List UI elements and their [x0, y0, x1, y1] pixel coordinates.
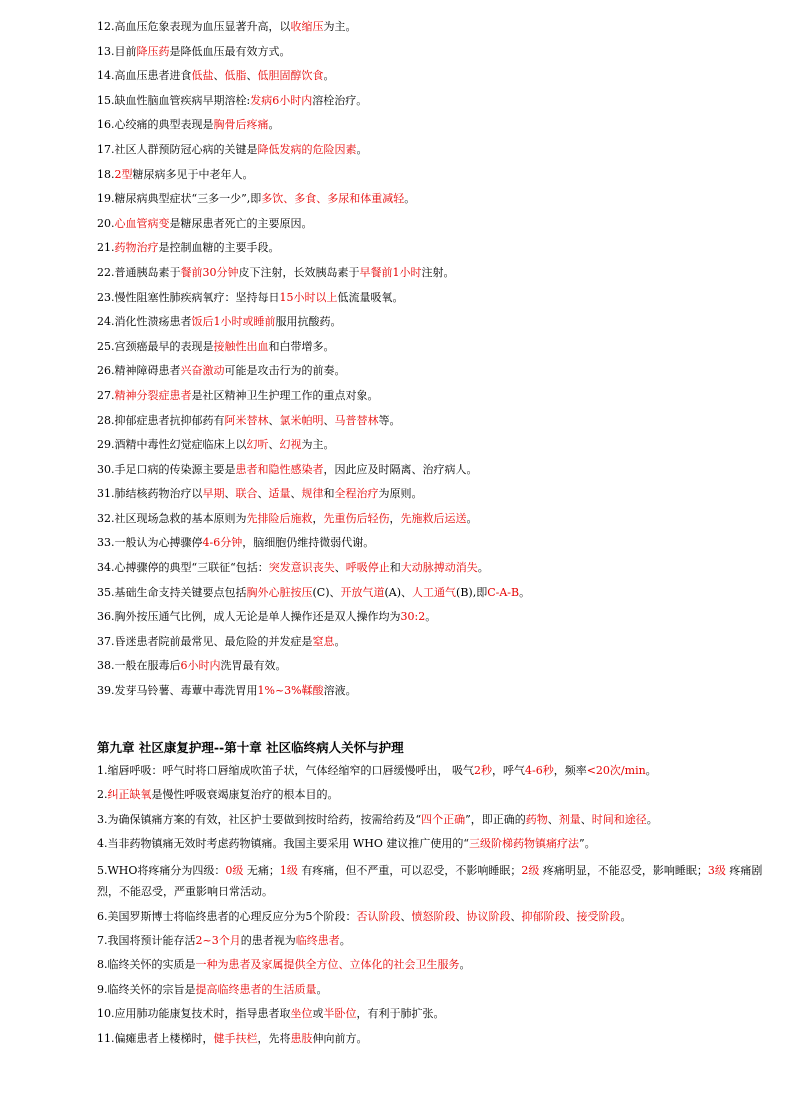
highlighted-keyword: <20次/min: [586, 764, 646, 777]
item-text: ，脑细胞仍维持微弱代谢。: [242, 536, 375, 550]
item-text: 。: [466, 511, 478, 525]
item-number: 13.: [97, 44, 115, 58]
item-text: 。: [519, 585, 531, 599]
item-number: 36.: [97, 610, 115, 624]
list-item: [97, 92, 777, 117]
item-text: 、: [290, 487, 302, 501]
item-number: 29.: [97, 438, 115, 452]
list-item: [97, 608, 777, 633]
highlighted-keyword: 否认阶段: [356, 909, 401, 923]
list-item: [97, 239, 777, 264]
highlighted-keyword: 开放气道: [340, 585, 385, 599]
list-item: [97, 18, 777, 43]
item-text: 普通胰岛素于: [114, 265, 181, 279]
item-text: 心绞痛的典型表现是: [114, 118, 214, 132]
item-number: 3.: [97, 812, 108, 826]
list-item: [97, 1030, 777, 1054]
item-number: 26.: [97, 364, 115, 378]
highlighted-keyword: 药物治疗: [114, 241, 159, 255]
item-text: 、: [323, 413, 335, 427]
highlighted-keyword: 心血管病变: [114, 216, 170, 230]
item-text: 。: [477, 561, 489, 575]
item-text: 胸外按压通气比例，成人无论是单人操作还是双人操作均为: [114, 610, 401, 624]
item-number: 10.: [97, 1007, 115, 1021]
highlighted-keyword: 2~3个月: [195, 933, 241, 947]
item-text: 精神障碍患者: [114, 364, 181, 378]
item-text: 。: [356, 142, 368, 156]
highlighted-keyword: 收缩压: [290, 20, 324, 33]
list-item: [97, 387, 777, 412]
item-text: ，频率: [553, 764, 587, 777]
item-text: 、: [334, 561, 346, 575]
item-text: 是社区精神卫生护理工作的重点对象。: [191, 388, 379, 402]
item-text: 缩唇呼吸：呼气时将口唇缩成吹笛子状，气体经缩窄的口唇缓慢呼出， 吸气: [107, 764, 474, 777]
item-text: 高血压患者进食: [114, 69, 192, 83]
highlighted-keyword: 低脂: [224, 69, 247, 83]
item-text: 服用抗酸药。: [275, 315, 342, 329]
item-text: 可能是攻击行为的前奏。: [224, 364, 346, 378]
item-text: 溶栓治疗。: [312, 93, 368, 107]
item-text: 为主。: [301, 438, 335, 452]
item-number: 4.: [97, 837, 108, 851]
highlighted-keyword: 氯米帕明: [279, 413, 324, 427]
highlighted-keyword: 先排险后施救: [246, 511, 313, 525]
highlighted-keyword: 先重伤后轻伤: [323, 511, 390, 525]
item-text: (C)、: [312, 585, 341, 599]
list-item: [97, 762, 777, 786]
item-text: 发芽马铃薯、毒蕈中毒洗胃用: [114, 684, 258, 698]
item-text: 注射。: [421, 265, 455, 279]
item-text: 慢性阻塞性肺疾病氧疗：坚持每日: [114, 290, 280, 304]
item-text: 糖尿病多见于中老年人。: [132, 167, 254, 181]
highlighted-keyword: 规律: [301, 487, 324, 501]
item-text: 糖尿病典型症状“三多一少”,即: [114, 192, 262, 206]
item-text: 洗胃最有效。: [220, 659, 287, 673]
item-text: 。: [646, 812, 658, 826]
item-number: 15.: [97, 93, 115, 107]
item-text: 是降低血压最有效方式。: [169, 44, 291, 58]
item-text: 、: [257, 487, 269, 501]
item-text: 是控制血糖的主要手段。: [158, 241, 280, 255]
item-text: 伸向前方。: [312, 1031, 368, 1045]
list-item: [97, 584, 777, 609]
highlighted-keyword: 患肢: [290, 1031, 313, 1045]
highlighted-keyword: 降压药: [136, 44, 170, 58]
item-text: ，呼气: [492, 764, 525, 777]
item-text: ，因此应及时隔离、治疗病人。: [323, 462, 478, 476]
item-text: 等。: [378, 413, 401, 427]
item-text: 低流量吸氧。: [337, 290, 404, 304]
item-number: 24.: [97, 315, 115, 329]
item-text: 、: [224, 487, 236, 501]
item-text: 我国将预计能存活: [107, 933, 196, 947]
highlighted-keyword: 2秒: [474, 764, 492, 777]
item-number: 20.: [97, 216, 115, 230]
highlighted-keyword: 窒息: [312, 634, 335, 648]
item-text: 社区现场急救的基本原则为: [114, 511, 247, 525]
item-text: 心搏骤停的典型“三联征“包括：: [114, 561, 269, 575]
item-text: 、: [268, 413, 280, 427]
highlighted-keyword: 适量: [268, 487, 291, 501]
item-number: 5.: [97, 863, 108, 877]
item-text: ，: [312, 511, 324, 525]
highlighted-keyword: 阿米替林: [224, 413, 269, 427]
item-number: 17.: [97, 142, 115, 156]
list-item: [97, 811, 777, 835]
item-text: 缺血性脑血管疾病早期溶栓:: [114, 93, 251, 107]
item-text: 、: [455, 909, 467, 923]
item-text: 有疼痛，但不严重，可以忍受，不影响睡眠；: [297, 863, 522, 877]
item-text: 偏瘫患者上楼梯时，: [114, 1031, 214, 1045]
highlighted-keyword: 时间和途径: [591, 812, 647, 826]
item-number: 27.: [97, 388, 115, 402]
highlighted-keyword: 健手扶栏: [213, 1031, 258, 1045]
item-text: 一般认为心搏骤停: [114, 536, 203, 550]
list-item: [97, 43, 777, 68]
list-item: [97, 67, 777, 92]
list-item: [97, 166, 777, 191]
item-number: 34.: [97, 561, 115, 575]
highlighted-keyword: 愤怒阶段: [411, 909, 456, 923]
item-text: 疼痛剧烈，不能忍受，严重影响日常活动。: [97, 863, 763, 898]
highlighted-keyword: 6小时内: [180, 659, 221, 673]
item-number: 37.: [97, 634, 115, 648]
item-text: 一般在服毒后: [114, 659, 181, 673]
highlighted-keyword: 饭后1小时或睡前: [191, 315, 276, 329]
item-number: 2.: [97, 788, 108, 802]
highlighted-keyword: 临终患者: [295, 933, 340, 947]
item-text: 社区人群预防冠心病的关键是: [114, 142, 258, 156]
item-text: 。: [425, 610, 437, 624]
highlighted-keyword: 早期: [202, 487, 225, 501]
list-item: [97, 461, 777, 486]
item-text: 、: [268, 438, 280, 452]
item-number: 12.: [97, 20, 115, 33]
chapter-heading: 第九章 社区康复护理--第十章 社区临终病人关怀与护理: [97, 740, 404, 755]
item-text: 目前: [114, 44, 137, 58]
list-item: [97, 264, 777, 289]
item-text: 临终关怀的实质是: [107, 958, 196, 972]
item-text: 、: [547, 812, 559, 826]
item-number: 18.: [97, 167, 115, 181]
item-text: 和白带增多。: [268, 339, 335, 353]
item-text: 是慢性呼吸衰竭康复治疗的根本目的。: [151, 788, 339, 802]
highlighted-keyword: 联合: [235, 487, 258, 501]
highlighted-keyword: 2型: [114, 167, 133, 181]
highlighted-keyword: 1%~3%鞣酸: [257, 684, 324, 698]
highlighted-keyword: 马普替林: [334, 413, 379, 427]
list-item: [97, 289, 777, 314]
highlighted-keyword: 协议阶段: [466, 909, 511, 923]
item-text: 。: [316, 982, 328, 996]
highlighted-keyword: 呼吸停止: [345, 561, 390, 575]
highlighted-keyword: 低胆固醇饮食: [257, 69, 324, 83]
highlighted-keyword: 剂量: [558, 812, 581, 826]
item-text: 、: [213, 69, 225, 83]
knowledge-list-part2: [97, 762, 777, 1054]
item-text: ，: [389, 511, 401, 525]
item-text: 肺结核药物治疗以: [114, 487, 203, 501]
item-text: 。: [404, 192, 416, 206]
item-text: 的患者视为: [240, 933, 296, 947]
list-item: [97, 116, 777, 141]
item-number: 30.: [97, 462, 115, 476]
item-number: 21.: [97, 241, 115, 255]
highlighted-keyword: 15小时以上: [279, 290, 338, 304]
list-item: [97, 362, 777, 387]
item-text: 酒精中毒性幻觉症临床上以: [114, 438, 247, 452]
item-text: 为原则。: [378, 487, 423, 501]
item-number: 19.: [97, 192, 115, 206]
list-item: [97, 786, 777, 810]
list-item: [97, 682, 777, 707]
item-number: 28.: [97, 413, 115, 427]
item-text: 。: [323, 69, 335, 83]
highlighted-keyword: 兴奋激动: [180, 364, 225, 378]
item-text: 昏迷患者院前最常见、最危险的并发症是: [114, 634, 313, 648]
item-number: 9.: [97, 982, 108, 996]
item-text: 无痛；: [243, 863, 280, 877]
list-item: [97, 981, 777, 1005]
highlighted-keyword: 突发意识丧失: [268, 561, 335, 575]
item-text: 。: [268, 118, 280, 132]
item-number: 16.: [97, 118, 115, 132]
list-item: [97, 835, 777, 859]
item-text: 消化性溃疡患者: [114, 315, 192, 329]
item-number: 25.: [97, 339, 115, 353]
list-item: [97, 908, 777, 932]
item-text: 宫颈癌最早的表现是: [114, 339, 214, 353]
item-number: 7.: [97, 933, 108, 947]
highlighted-keyword: 三级阶梯药物镇痛疗法: [469, 837, 580, 851]
item-text: (A)、: [384, 585, 413, 599]
highlighted-keyword: 全程治疗: [334, 487, 379, 501]
list-item: [97, 338, 777, 363]
item-text: 、: [510, 909, 522, 923]
item-text: 疼痛明显，不能忍受，影响睡眠；: [539, 863, 708, 877]
highlighted-keyword: 接触性出血: [213, 339, 269, 353]
highlighted-keyword: 幻听: [246, 438, 269, 452]
highlighted-keyword: 先施救后运送: [400, 511, 467, 525]
item-text: 。: [459, 958, 471, 972]
highlighted-keyword: 0级: [225, 863, 244, 877]
item-text: 美国罗斯博士将临终患者的心理反应分为5个阶段：: [107, 909, 357, 923]
highlighted-keyword: 患者和隐性感染者: [235, 462, 324, 476]
list-item: [97, 510, 777, 535]
list-item: [97, 313, 777, 338]
item-text: ”。: [579, 837, 596, 851]
item-text: 为主。: [323, 20, 357, 33]
highlighted-keyword: 接受阶段: [576, 909, 621, 923]
highlighted-keyword: 餐前30分钟: [180, 265, 239, 279]
item-text: 。: [620, 909, 632, 923]
list-item: [97, 657, 777, 682]
item-text: 基础生命支持关键要点包括: [114, 585, 247, 599]
highlighted-keyword: 多饮、多食、多尿和体重减轻: [261, 192, 405, 206]
item-text: 。: [645, 764, 657, 777]
item-number: 32.: [97, 511, 115, 525]
highlighted-keyword: 幻视: [279, 438, 302, 452]
list-item: [97, 1005, 777, 1029]
item-text: WHO将疼痛分为四级：: [107, 863, 226, 877]
item-text: 和: [323, 487, 335, 501]
highlighted-keyword: 大动脉搏动消失: [400, 561, 478, 575]
item-text: 为确保镇痛方案的有效，社区护士要做到按时给药，按需给药及“: [107, 812, 422, 826]
highlighted-keyword: 4-6秒: [525, 764, 554, 777]
highlighted-keyword: 抑郁阶段: [521, 909, 566, 923]
list-item: [97, 436, 777, 461]
highlighted-keyword: 胸骨后疼痛: [213, 118, 269, 132]
list-item: [97, 559, 777, 584]
item-text: 、: [400, 909, 412, 923]
highlighted-keyword: 一种为患者及家属提供全方位、立体化的社会卫生服务: [195, 958, 460, 972]
highlighted-keyword: 纠正缺氧: [107, 788, 152, 802]
highlighted-keyword: 提高临终患者的生活质量: [195, 982, 317, 996]
list-item: [97, 485, 777, 510]
list-item: [97, 412, 777, 437]
item-number: 1.: [97, 764, 108, 777]
highlighted-keyword: C-A-B: [487, 585, 520, 599]
item-text: 当非药物镇痛无效时考虑药物镇痛。我国主要采用 WHO 建议推广使用的“: [107, 837, 470, 851]
item-number: 38.: [97, 659, 115, 673]
list-item: [97, 215, 777, 240]
highlighted-keyword: 发病6小时内: [250, 93, 313, 107]
item-number: 23.: [97, 290, 115, 304]
highlighted-keyword: 2级: [521, 863, 540, 877]
highlighted-keyword: 3级: [707, 863, 726, 877]
item-text: 。: [339, 933, 351, 947]
highlighted-keyword: 降低发病的危险因素: [257, 142, 357, 156]
item-text: ，先将: [257, 1031, 291, 1045]
highlighted-keyword: 胸外心脏按压: [246, 585, 313, 599]
item-text: 。: [334, 634, 346, 648]
item-number: 22.: [97, 265, 115, 279]
list-item: [97, 534, 777, 559]
list-item: [97, 956, 777, 980]
list-item: [97, 190, 777, 215]
item-number: 6.: [97, 909, 108, 923]
item-number: 31.: [97, 487, 115, 501]
item-number: 11.: [97, 1031, 115, 1045]
highlighted-keyword: 低盐: [191, 69, 214, 83]
list-item: [97, 932, 777, 956]
highlighted-keyword: 4-6分钟: [202, 536, 243, 550]
item-number: 33.: [97, 536, 115, 550]
highlighted-keyword: 四个正确: [421, 812, 466, 826]
item-text: 手足口病的传染源主要是: [114, 462, 236, 476]
highlighted-keyword: 精神分裂症患者: [114, 388, 192, 402]
item-text: ”，即正确的: [465, 812, 526, 826]
item-text: ，有利于肺扩张。: [356, 1007, 445, 1021]
item-text: 高血压危象表现为血压显著升高，以: [114, 20, 291, 33]
item-text: 应用肺功能康复技术时，指导患者取: [114, 1007, 291, 1021]
item-text: 和: [389, 561, 401, 575]
highlighted-keyword: 30:2: [400, 610, 426, 624]
item-text: 、: [580, 812, 592, 826]
list-item: [97, 860, 777, 908]
item-text: 是糖尿患者死亡的主要原因。: [169, 216, 313, 230]
item-text: 、: [565, 909, 577, 923]
list-item: [97, 141, 777, 166]
knowledge-list-part1: [97, 18, 777, 707]
item-number: 35.: [97, 585, 115, 599]
list-item: [97, 633, 777, 658]
item-text: (B),即: [456, 585, 488, 599]
item-number: 8.: [97, 958, 108, 972]
item-text: 皮下注射，长效胰岛素于: [238, 265, 360, 279]
item-number: 39.: [97, 684, 115, 698]
item-text: 临终关怀的宗旨是: [107, 982, 196, 996]
highlighted-keyword: 坐位: [290, 1007, 313, 1021]
highlighted-keyword: 1级: [279, 863, 298, 877]
highlighted-keyword: 半卧位: [323, 1007, 357, 1021]
highlighted-keyword: 早餐前1小时: [359, 265, 422, 279]
item-text: 抑郁症患者抗抑郁药有: [114, 413, 225, 427]
highlighted-keyword: 人工通气: [412, 585, 457, 599]
item-number: 14.: [97, 69, 115, 83]
item-text: 或: [312, 1007, 324, 1021]
item-text: 、: [246, 69, 258, 83]
item-text: 溶液。: [323, 684, 357, 698]
highlighted-keyword: 药物: [525, 812, 548, 826]
